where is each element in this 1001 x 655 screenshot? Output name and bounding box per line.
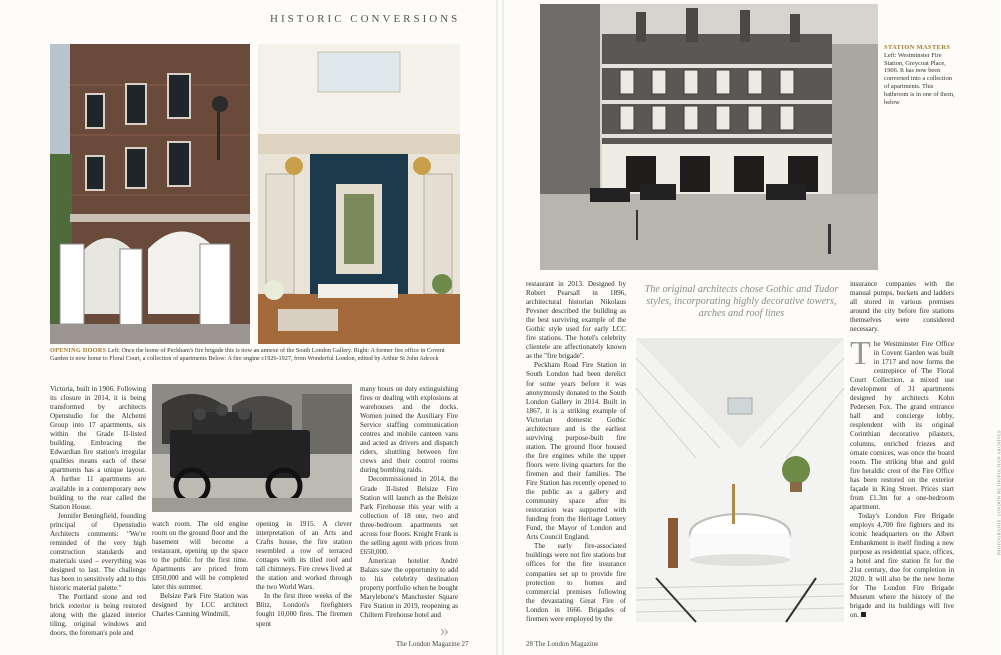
fire-engine-photo — [152, 384, 352, 512]
left-column-3 — [256, 520, 352, 629]
paragraph: The early fire-associated buildings were not fire stations but offices for the fire insurance companies set up to provide fire protection to homes and commercial premises following the devastating Great Fire of London in 1666. Brigades of firemen were employed by the — [526, 542, 626, 623]
pull-quote: The original architects chose Gothic and Tudor styles, incorporating highly decorative towers, arches and roof lines — [644, 284, 839, 320]
paragraph-text: Today's London Fire Brigade employs 4,700 fire fighters and its iconic headquarters on the Albert Embankment is itself finding a new purpose as residential space, offices, a hotel and fire station fit for the 21st century, due for completion in 2020. It will also be the new home for The London Fire Brigade Museum where the history of the brigade and its buildings will live on. — [850, 511, 954, 620]
section-header: HISTORIC CONVERSIONS — [270, 13, 461, 25]
paragraph: Belsize Park Fire Station was designed by LCC architect Charles Canning Windmill, — [152, 592, 248, 619]
right-folio: 28 The London Magazine — [526, 640, 599, 648]
paragraph-text: he Westminster Fire Office in Covent Garden was built in 1717 and now forms the centrepiece of The Floral Court Collection, a mixed use development of 31 apartments designed by architects Kohn Pedersen Fox. The grand entrance hall and concierge lobby, resplendent with its original Corinthian decorative pilasters, columns, enriched friezes and ornate cornices, was once the board room. The striking blue and gold fire heraldic crest of the Fire Office has been restored on the exterior façade in King Street. Prices start from £1.3m for a one-bedroom apartment. — [850, 340, 954, 511]
paragraph — [850, 335, 954, 512]
right-column-2 — [850, 335, 954, 620]
floral-court-interior-photo — [258, 44, 460, 344]
left-column-2 — [152, 520, 248, 620]
paragraph — [850, 512, 954, 621]
left-page — [0, 0, 496, 655]
peckham-fire-station-photo — [50, 44, 250, 344]
dropcap: T — [850, 335, 871, 372]
westminster-fire-station-photo — [540, 4, 878, 270]
caption-lead: STATION MASTERS — [884, 44, 951, 51]
continue-chevron-icon: » — [440, 620, 449, 640]
spine-gutter — [496, 0, 504, 655]
right-page — [504, 0, 1000, 655]
left-column-1 — [50, 385, 146, 638]
caption-text: Left: Once the home of Peckham's fire brigade this is now an annexe of the South London Gallery. Right: A former fire office in Covent Garden is now home to Floral Court, a collection of apartments Below: A fire engine c1926-1927, from Wonderful London, edited by Arthur St John Adcock — [50, 347, 445, 362]
right-caption — [884, 44, 958, 106]
paragraph: insurance companies with the manual pumps, buckets and ladders all stored in various premises around the city before fire stations themselves were considered necessary. — [850, 280, 954, 334]
right-column-1 — [526, 280, 626, 624]
paragraph: watch room. The old engine room on the ground floor and the basement will become a restaurant, opening up the space to the public for the first time. Apartments are priced from £850,000 and will be completed later this summer. — [152, 520, 248, 592]
caption-lead: OPENING DOORS — [50, 347, 107, 354]
paragraph: opening in 1915. A clever interpretation of an Arts and Crafts house, the fire station resembled a row of terraced cottages with its tiled roof and tall chimneys. Fire crews lived at the station and worked through the two World Wars. — [256, 520, 352, 592]
left-column-4 — [360, 385, 458, 620]
paragraph: Victoria, built in 1906. Following its closure in 2014, it is being transformed by architects Openstudio for the Alchemi Group into 17 apartments, six within the Grade II-listed building. Embracing the Edwardian fire station's irregular qualities means each of these apartments has a unique layout. A further 11 apartments are available in a contemporary new building to the rear called the Station House. — [50, 385, 146, 511]
paragraph: American hotelier André Balazs saw the opportunity to add to his celebrity destination property portfolio when he bought Marylebone's Manchester Square Fire Station in 2019, reopening as Chiltern Firehouse hotel and — [360, 556, 458, 620]
paragraph: In the first three weeks of the Blitz, London's firefighters fought 10,000 fires. The firemen spent — [256, 592, 352, 628]
left-caption — [50, 347, 460, 362]
bathroom-photo — [636, 338, 844, 622]
end-mark-icon — [861, 612, 866, 617]
paragraph: Decommissioned in 2014, the Grade II-listed Belsize Fire Station will launch as the Belsize Park Firehouse this year with a collection of 18 one, two and three-bedroom apartments set across four floors. Knight Frank is the selling agent with prices from £650,000. — [360, 475, 458, 556]
left-folio: The London Magazine 27 — [396, 640, 469, 648]
paragraph: restaurant in 2013. Designed by Robert Pearsall in 1896, architectural historian Nikolaus Pevsner described the building as the best surviving example of the Gothic style used for early LCC fire stations. The hotel's celebrity clientele are affectionately known as the "fire brigade". — [526, 280, 626, 361]
paragraph: The Portland stone and red brick exterior is being restored along with the glazed interior tiling, original windows and doors, the foreman's pole and — [50, 593, 146, 638]
paragraph: Jennifer Beningfield, founding principal of Openstudio Architects comments: "We're reminded of the very high construction standards and materials used – everything was designed to last. The challenge has been to sensitively add to this historic material palette." — [50, 511, 146, 593]
paragraph: Peckham Road Fire Station in South London had been derelict for some years before it was anonymously donated to the South London Gallery in 2014. Built in 1867, it is a striking example of Victorian domestic Gothic architecture and is the earliest surviving purpose-built fire station. The ground floor housed the fire engines while the upper floors were living quarters for the firemen and their families. The Fire Station has recently opened to the public as a gallery and community space after its restoration was supported with funding from the Heritage Lottery Fund, the Mayor of London and Arts Council England. — [526, 361, 626, 542]
photo-credit: PHOTOGRAPHS: LONDON METROPOLITAN ARCHIVES — [996, 430, 1001, 556]
right-column-2-top — [850, 280, 954, 334]
paragraph: many hours on duty extinguishing fires or dealing with explosions at warehouses and the docks. Women joined the Auxiliary Fire Service staffing communication centres and mobile canteen vans and acted as drivers and dispatch riders, shuttling between fire crews and their control rooms during bombing raids. — [360, 385, 458, 475]
caption-text: Left: Westminster Fire Station, Greycoat Place, 1906. It has now been converted into a collection of apartments. This bathroom is in one of them, below — [884, 51, 955, 106]
